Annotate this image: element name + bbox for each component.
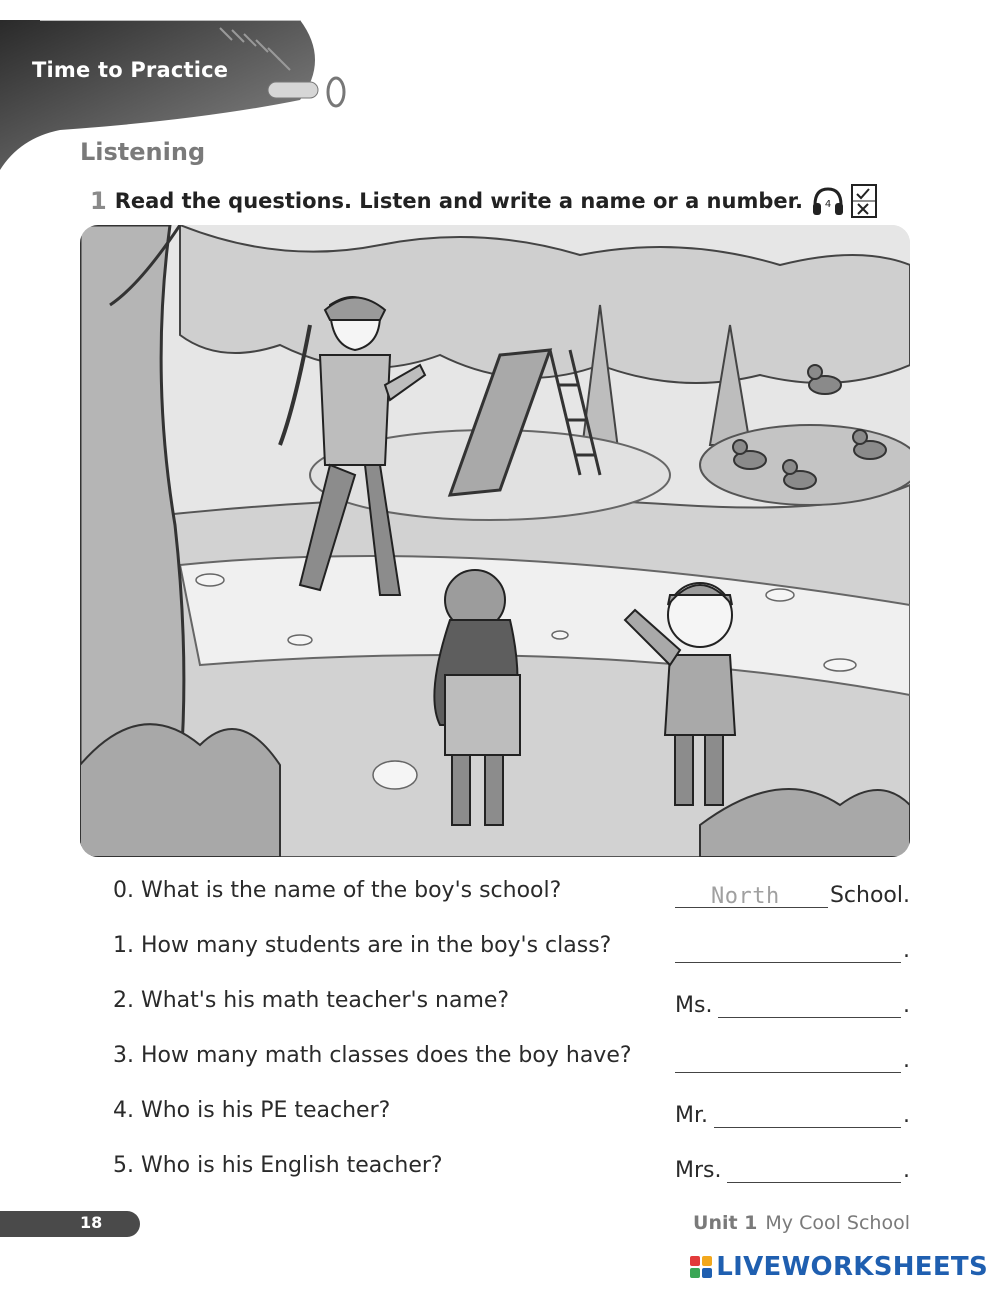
banner-title: Time to Practice [32,58,229,82]
answer-field[interactable] [675,885,828,908]
logo-cell-v [690,1268,700,1278]
instruction-text: Read the questions. Listen and write a name or a number. [114,189,803,213]
answer-suffix: . [903,938,910,963]
answer-area [675,988,910,1018]
liveworksheets-brand[interactable] [690,1252,988,1282]
instruction [90,184,877,218]
answer-field[interactable] [718,995,901,1018]
answer-area [675,1043,910,1073]
section-title: Listening [80,138,206,166]
answer-prefix: Mrs. [675,1158,722,1183]
headphones-icon [811,185,845,217]
park-scene-illustration [80,225,910,857]
checklist-icon [851,184,877,218]
page-number-tab [0,1211,140,1237]
answer-suffix: . [903,1158,910,1183]
question-text: 0. What is the name of the boy's school? [113,878,562,903]
answer-area [675,1098,910,1128]
answer-suffix: . [903,993,910,1018]
liveworksheets-logo-icon [690,1256,712,1278]
answer-prefix: Ms. [675,993,713,1018]
question-list [113,870,910,1200]
answer-area [675,1153,910,1183]
question-row [113,1145,910,1200]
question-text: 2. What's his math teacher's name? [113,988,510,1013]
question-row [113,980,910,1035]
answer-suffix: School. [829,883,910,908]
logo-cell-i [702,1256,712,1266]
question-text: 3. How many math classes does the boy have? [113,1043,632,1068]
answer-suffix: . [903,1048,910,1073]
question-row [113,870,910,925]
answer-area [675,878,910,908]
logo-cell-e [702,1268,712,1278]
answer-field[interactable] [675,940,901,963]
track-number: 4 [824,199,832,210]
brand-name: LIVEWORKSHEETS [716,1252,988,1282]
answer-area [675,933,910,963]
page-number: 18 [80,1213,103,1232]
question-text: 5. Who is his English teacher? [113,1153,443,1178]
unit-label [693,1212,910,1234]
answer-field[interactable] [727,1160,901,1183]
unit-title: My Cool School [765,1212,910,1234]
question-row [113,1035,910,1090]
answer-field[interactable] [714,1105,901,1128]
sample-answer: North [711,884,780,909]
answer-prefix: Mr. [675,1103,708,1128]
question-row [113,925,910,980]
question-row [113,1090,910,1145]
unit-number: Unit 1 [693,1212,758,1234]
logo-cell-l [690,1256,700,1266]
answer-suffix: . [903,1103,910,1128]
exercise-number: 1 [90,187,107,215]
question-text: 4. Who is his PE teacher? [113,1098,391,1123]
question-text: 1. How many students are in the boy's class? [113,933,612,958]
answer-field[interactable] [675,1050,901,1073]
